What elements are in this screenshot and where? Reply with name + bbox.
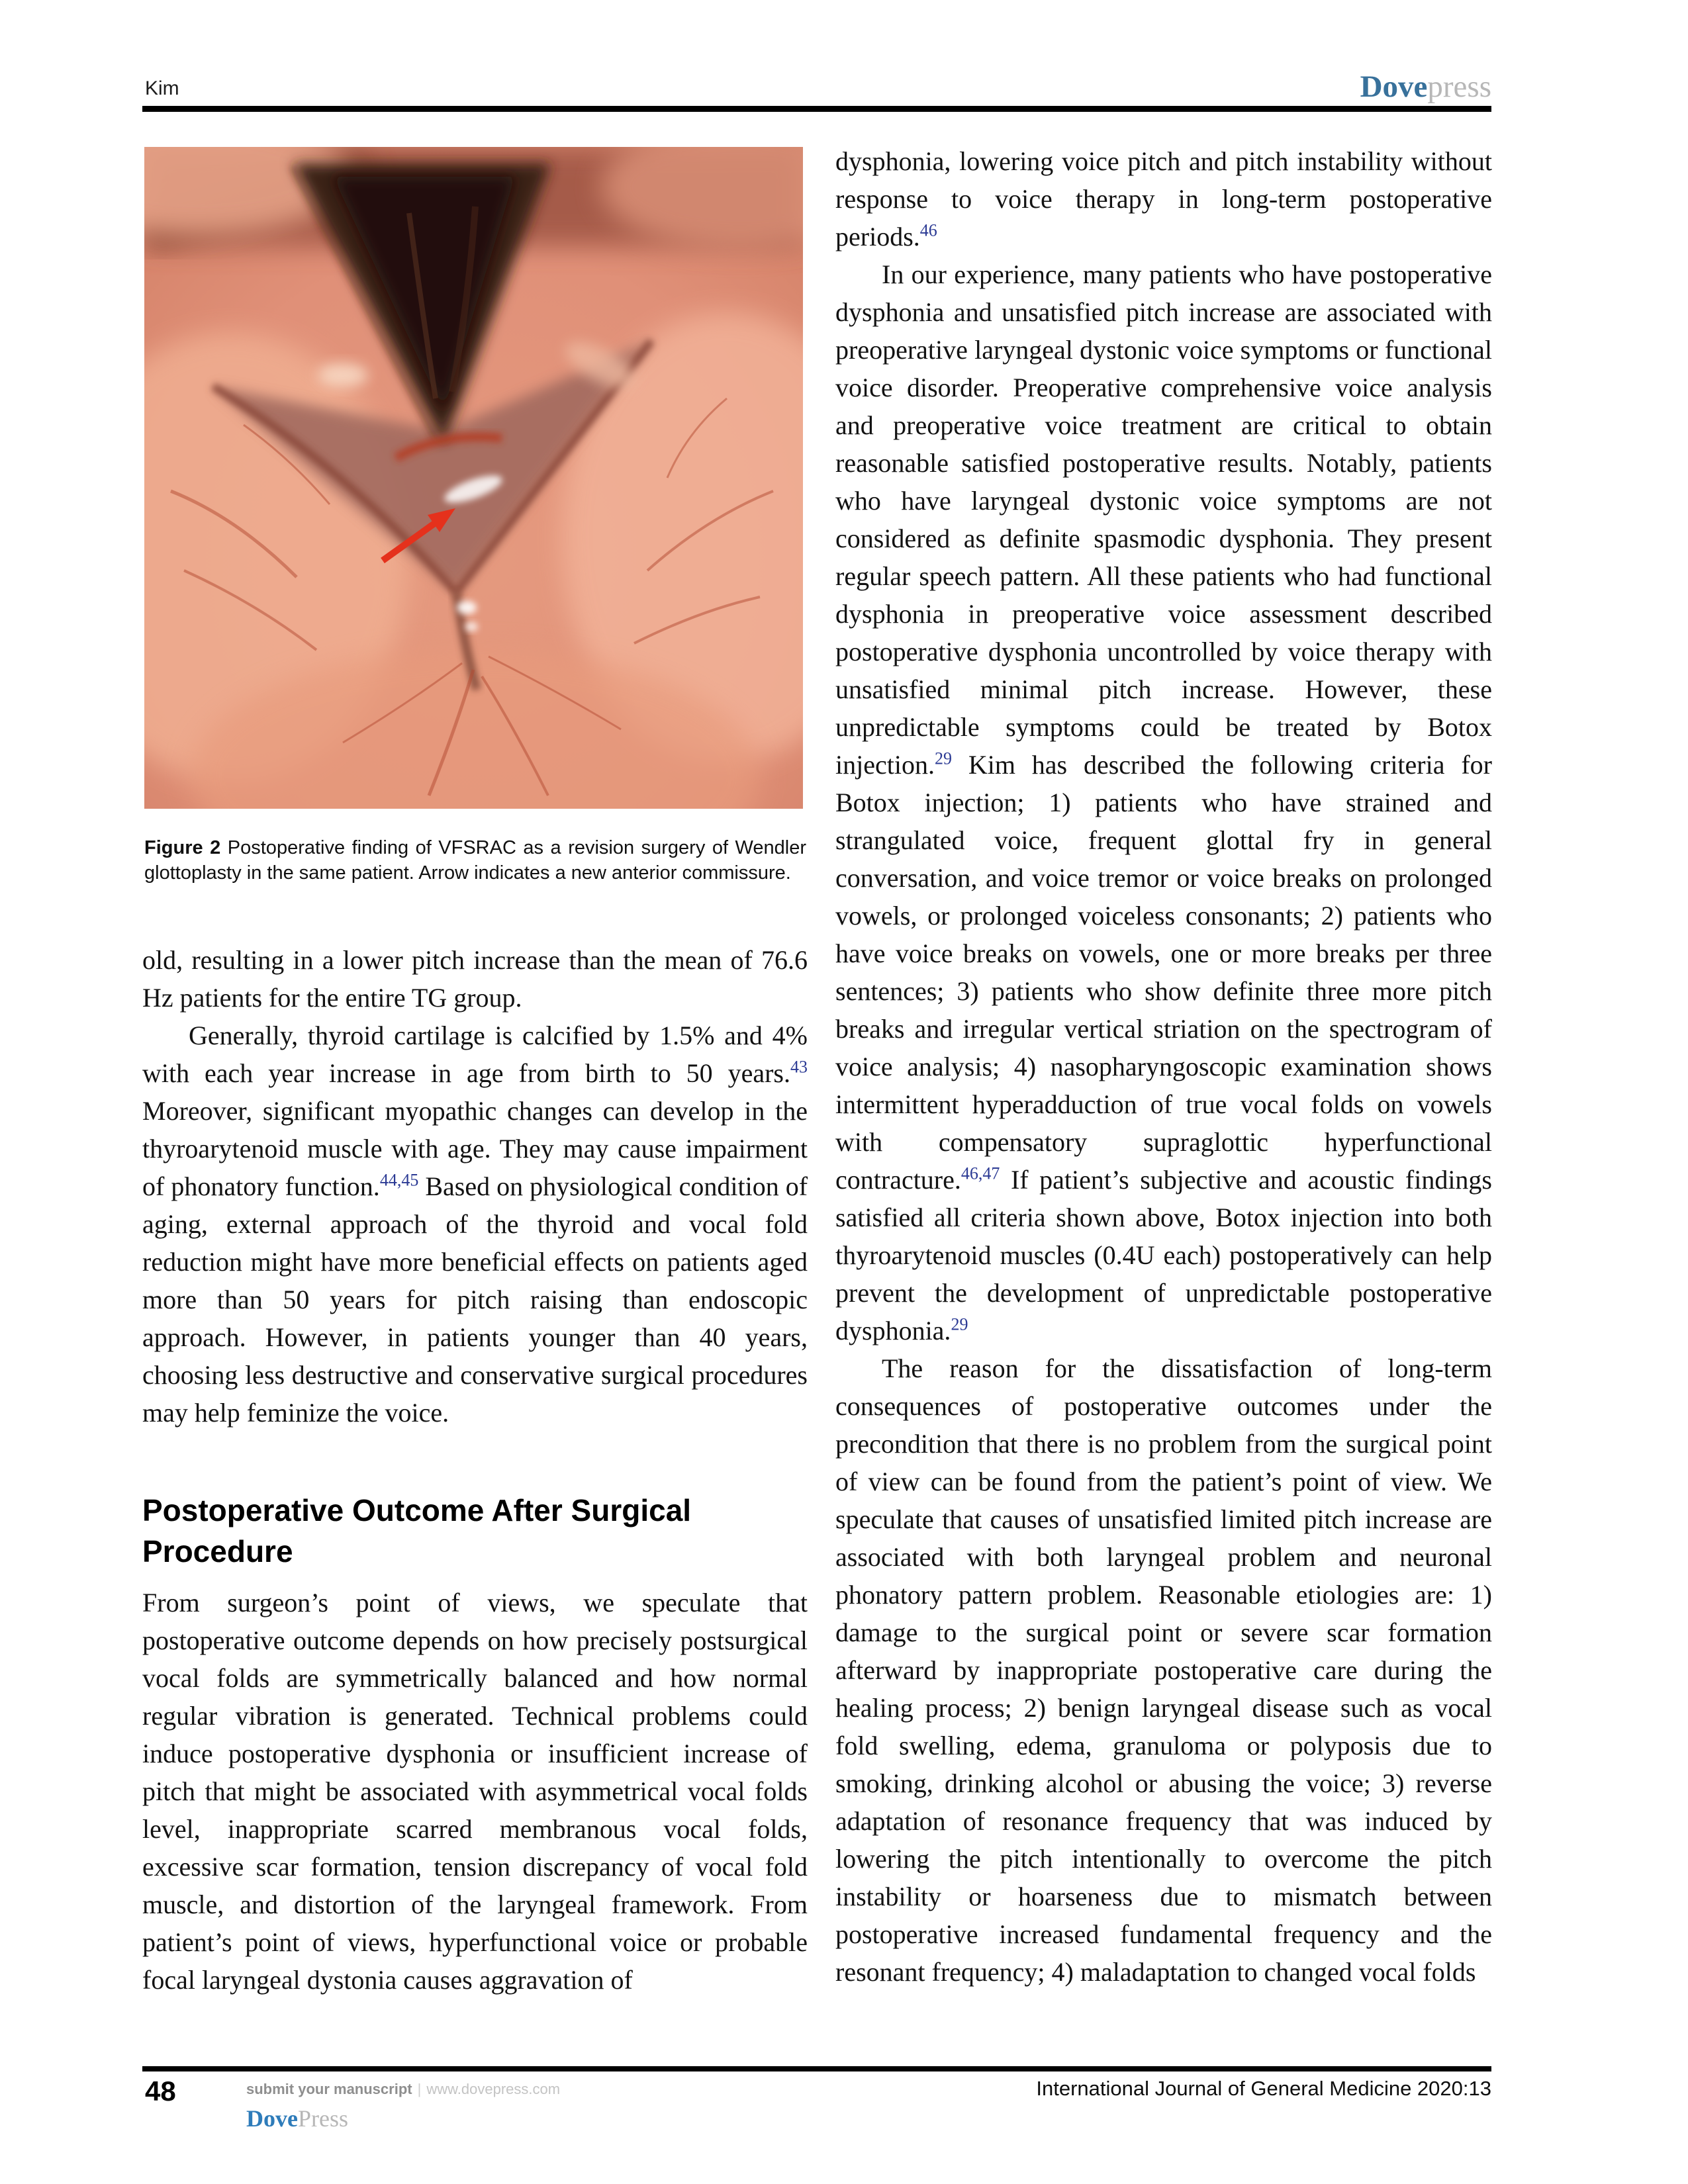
dovepress-logo-press: press — [1427, 69, 1491, 104]
reference-superscript[interactable]: 43 — [790, 1057, 808, 1077]
left-column — [142, 941, 808, 1999]
section-heading: Postoperative Outcome After Surgical Procedure — [142, 1493, 692, 1569]
reference-superscript[interactable]: 29 — [951, 1314, 968, 1334]
right-column — [835, 142, 1492, 1991]
journal-citation: International Journal of General Medicine 2020:13 — [1036, 2077, 1491, 2100]
figure-caption-label: Figure 2 — [144, 837, 221, 858]
paragraph: dysphonia, lowering voice pitch and pitch instability without response to voice therapy in long-term postoperative periods.$^{46}$ — [835, 146, 1492, 251]
dovepress-url-link[interactable]: www.dovepress.com — [426, 2081, 561, 2097]
dovepress-footer-logo — [246, 2105, 348, 2132]
figure-caption — [144, 835, 806, 886]
footer-rule — [142, 2066, 1491, 2071]
dovepress-footer-logo-press: Press — [297, 2105, 348, 2132]
submit-manuscript-label: submit your manuscript — [246, 2081, 412, 2097]
paragraph: From surgeon’s point of views, we speculate that postoperative outcome depends on how precisely postsurgical vocal folds are symmetrically balanced and how normal regular vibration is generated. Technical problems could induce postoperative dysphonia or insufficient increase of pitch that might be associated with asymmetrical vocal folds level, inappropriate scarred membranous vocal folds, excessive scar formation, tension discrepancy of vocal fold muscle, and distortion of the laryngeal framework. From patient’s point of views, hyperfunctional voice or probable focal laryngeal dystonia causes aggravation of — [142, 1588, 808, 1995]
submit-manuscript-line — [246, 2081, 560, 2098]
reference-superscript[interactable]: 29 — [934, 749, 952, 768]
dovepress-footer-logo-dove: Dove — [246, 2105, 298, 2132]
reference-superscript[interactable]: 44,45 — [379, 1170, 419, 1190]
page-number: 48 — [145, 2075, 176, 2107]
paragraph: Generally, thyroid cartilage is calcified by 1.5% and 4% with each year increase in age from birth to 50 years.$^{43}$ Moreover, significant myopathic changes can develop in the thyroarytenoid muscle with age. They may cause impairment of phonatory function.$^{44,45}$ Based on physiological condition of aging, external approach of the thyroid and vocal fold reduction might have more beneficial effects on patients aged more than 50 years for pitch raising than endoscopic approach. However, in patients younger than 40 years, choosing less destructive and conservative surgical procedures may help feminize the voice. — [142, 1021, 808, 1428]
endoscopic-larynx-photo — [144, 147, 803, 809]
paragraph: old, resulting in a lower pitch increase than the mean of 76.6 Hz patients for the entire TG group. — [142, 945, 808, 1013]
submit-separator: | — [417, 2081, 422, 2097]
figure-caption-text: Postoperative finding of VFSRAC as a revision surgery of Wendler glottoplasty in the same patient. Arrow indicates a new anterior commissure. — [144, 837, 806, 884]
paragraph: The reason for the dissatisfaction of long-term consequences of postoperative outcomes under the precondition that there is no problem from the surgical point of view can be found from the patient’s point of view. We speculate that causes of unsatisfied limited pitch increase are associated with both laryngeal problem and neuronal phonatory pattern problem. Reasonable etiologies are: 1) damage to the surgical point or severe scar formation afterward by inappropriate postoperative care during the healing process; 2) benign laryngeal disease such as vocal fold swelling, edema, granuloma or polyposis due to smoking, drinking alcohol or abusing the voice; 3) reverse adaptation of resonance frequency that was induced by lowering the pitch intentionally to overcome the pitch instability or hoarseness due to mismatch between postoperative increased fundamental frequency and the resonant frequency; 4) maladaptation to changed vocal folds — [835, 1353, 1492, 1987]
figure-2 — [144, 147, 806, 886]
reference-superscript[interactable]: 46 — [919, 220, 937, 240]
running-head-author: Kim — [145, 77, 179, 99]
paragraph: In our experience, many patients who have postoperative dysphonia and unsatisfied pitch increase are associated with preoperative laryngeal dystonic voice symptoms or functional voice disorder. Preoperative comprehensive voice analysis and preoperative voice treatment are critical to obtain reasonable satisfied postoperative results. Notably, patients who have laryngeal dystonic voice symptoms are not considered as definite spasmodic dysphonia. They present regular speech pattern. All these patients who had functional dysphonia in preoperative voice assessment described postoperative dysphonia uncontrolled by voice therapy with unsatisfied minimal pitch increase. However, these unpredictable symptoms could be treated by Botox injection.$^{29}$ Kim has described the following criteria for Botox injection; 1) patients who have strained and strangulated voice, frequent glottal fry in general conversation, and voice tremor or voice breaks on prolonged vowels, or prolonged voiceless consonants; 2) patients who have voice breaks on vowels, one or more breaks per three sentences; 3) patients who show definite three more pitch breaks and irregular vertical striation on the spectrogram of voice analysis; 4) nasopharyngoscopic examination shows intermittent hyperadduction of true vocal folds on vowels with compensatory supraglottic hyperfunctional contracture.$^{46,47}$ If patient’s subjective and acoustic findings satisfied all criteria shown above, Botox injection into both thyroarytenoid muscles (0.4U each) postoperatively can help prevent the development of unpredictable postoperative dysphonia.$^{29}$ — [835, 259, 1492, 1345]
reference-superscript[interactable]: 46,47 — [961, 1163, 1000, 1183]
dovepress-logo-dove: Dove — [1360, 69, 1428, 104]
header-rule — [142, 106, 1491, 112]
dovepress-logo — [1360, 69, 1491, 105]
